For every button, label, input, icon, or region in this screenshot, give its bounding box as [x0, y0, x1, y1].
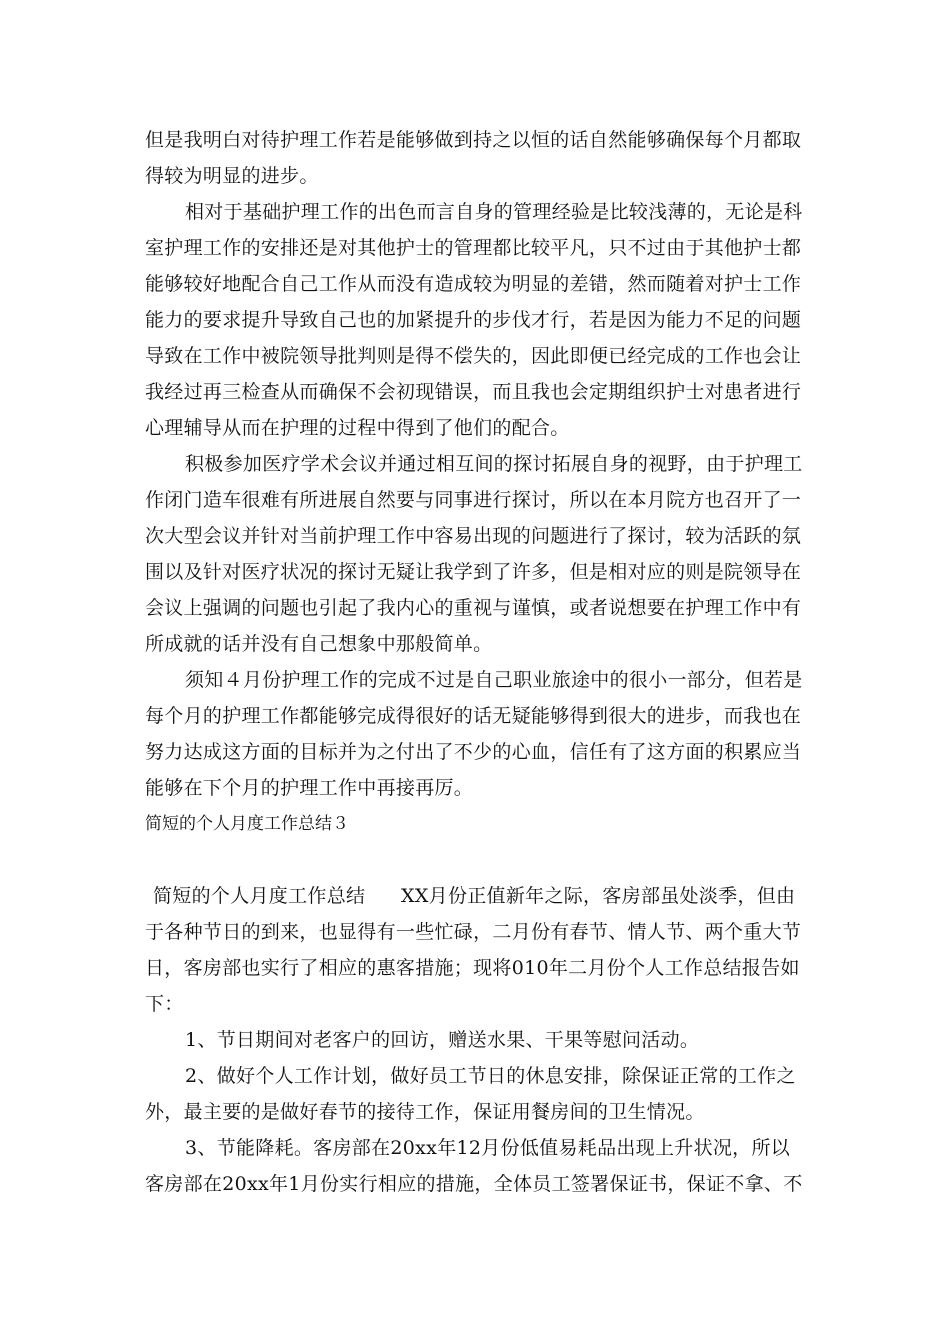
text-line: 作闭门造车很难有所进展自然要与同事进行探讨，所以在本月院方也召开了一: [145, 489, 802, 511]
text-line: 得较为明显的进步。: [145, 165, 319, 187]
blank-line: [145, 842, 805, 878]
text-line: 下：: [145, 993, 184, 1015]
text-line: 须知４月份护理工作的完成不过是自己职业旅途中的很小一部分，但若是: [185, 669, 803, 691]
text-line: 客房部在20xx年1月份实行相应的措施，全体员工签署保证书，保证不拿、不: [145, 1173, 803, 1195]
section-heading: 简短的个人月度工作总结３: [145, 814, 349, 834]
text-line: 3、节能降耗。客房部在20xx年12月份低值易耗品出现上升状况，所以: [185, 1137, 791, 1159]
text-line: 2、做好个人工作计划，做好员工节日的休息安排，除保证正常的工作之: [185, 1065, 796, 1087]
lead-line: [145, 878, 805, 914]
lead-title: 简短的个人月度工作总结: [153, 885, 366, 907]
text-line: 围以及针对医疗状况的探讨无疑让我学到了许多，但是相对应的则是院领导在: [145, 561, 802, 583]
text-line: 每个月的护理工作都能够完成得很好的话无疑能够得到很大的进步，而我也在: [145, 705, 802, 727]
paragraph: [145, 662, 805, 806]
list-item: [145, 1130, 805, 1202]
text-line: 于各种节日的到来，也显得有一些忙碌，二月份有春节、情人节、两个重大节: [145, 921, 802, 943]
text-line: 努力达成这方面的目标并为之付出了不少的心血，信任有了这方面的积累应当: [145, 741, 802, 763]
list-item: [145, 1022, 805, 1058]
text-line: 心理辅导从而在护理的过程中得到了他们的配合。: [145, 417, 570, 439]
text-line: 1、节日期间对老客户的回访，赠送水果、干果等慰问活动。: [185, 1029, 700, 1051]
text-line: 我经过再三检查从而确保不会初现错误，而且我也会定期组织护士对患者进行: [145, 381, 802, 403]
text-line: 会议上强调的问题也引起了我内心的重视与谨慎，或者说想要在护理工作中有: [145, 597, 802, 619]
paragraph: [145, 194, 805, 446]
text-line: 积极参加医疗学术会议并通过相互间的探讨拓展自身的视野，由于护理工: [185, 453, 803, 475]
text-line: 能力的要求提升导致自己也的加紧提升的步伐才行，若是因为能力不足的问题: [145, 309, 802, 331]
text-line: 外，最主要的是做好春节的接待工作，保证用餐房间的卫生情况。: [145, 1101, 705, 1123]
text-line: 导致在工作中被院领导批判则是得不偿失的，因此即便已经完成的工作也会让: [145, 345, 802, 367]
paragraph: [145, 122, 805, 194]
paragraph: [145, 878, 805, 1022]
text-line: 次大型会议并针对当前护理工作中容易出现的问题进行了探讨，较为活跃的氛: [145, 525, 802, 547]
text-line: 日，客房部也实行了相应的惠客措施；现将010年二月份个人工作总结报告如: [145, 957, 800, 979]
list-item: [145, 1058, 805, 1130]
text-line: 相对于基础护理工作的出色而言自身的管理经验是比较浅薄的，无论是科: [185, 201, 803, 223]
text-line: 能够在下个月的护理工作中再接再厉。: [145, 777, 474, 799]
text-line: 室护理工作的安排还是对其他护士的管理都比较平凡，只不过由于其他护士都: [145, 237, 802, 259]
paragraph: [145, 446, 805, 662]
lead-text: XX月份正值新年之际，客房部虽处淡季，但由: [401, 885, 796, 907]
text-line: 所成就的话并没有自己想象中那般简单。: [145, 633, 493, 655]
text-line: 能够较好地配合自己工作从而没有造成较为明显的差错，然而随着对护士工作: [145, 273, 802, 295]
document-page: [145, 122, 805, 1202]
text-line: 但是我明白对待护理工作若是能够做到持之以恒的话自然能够确保每个月都取: [145, 129, 802, 151]
